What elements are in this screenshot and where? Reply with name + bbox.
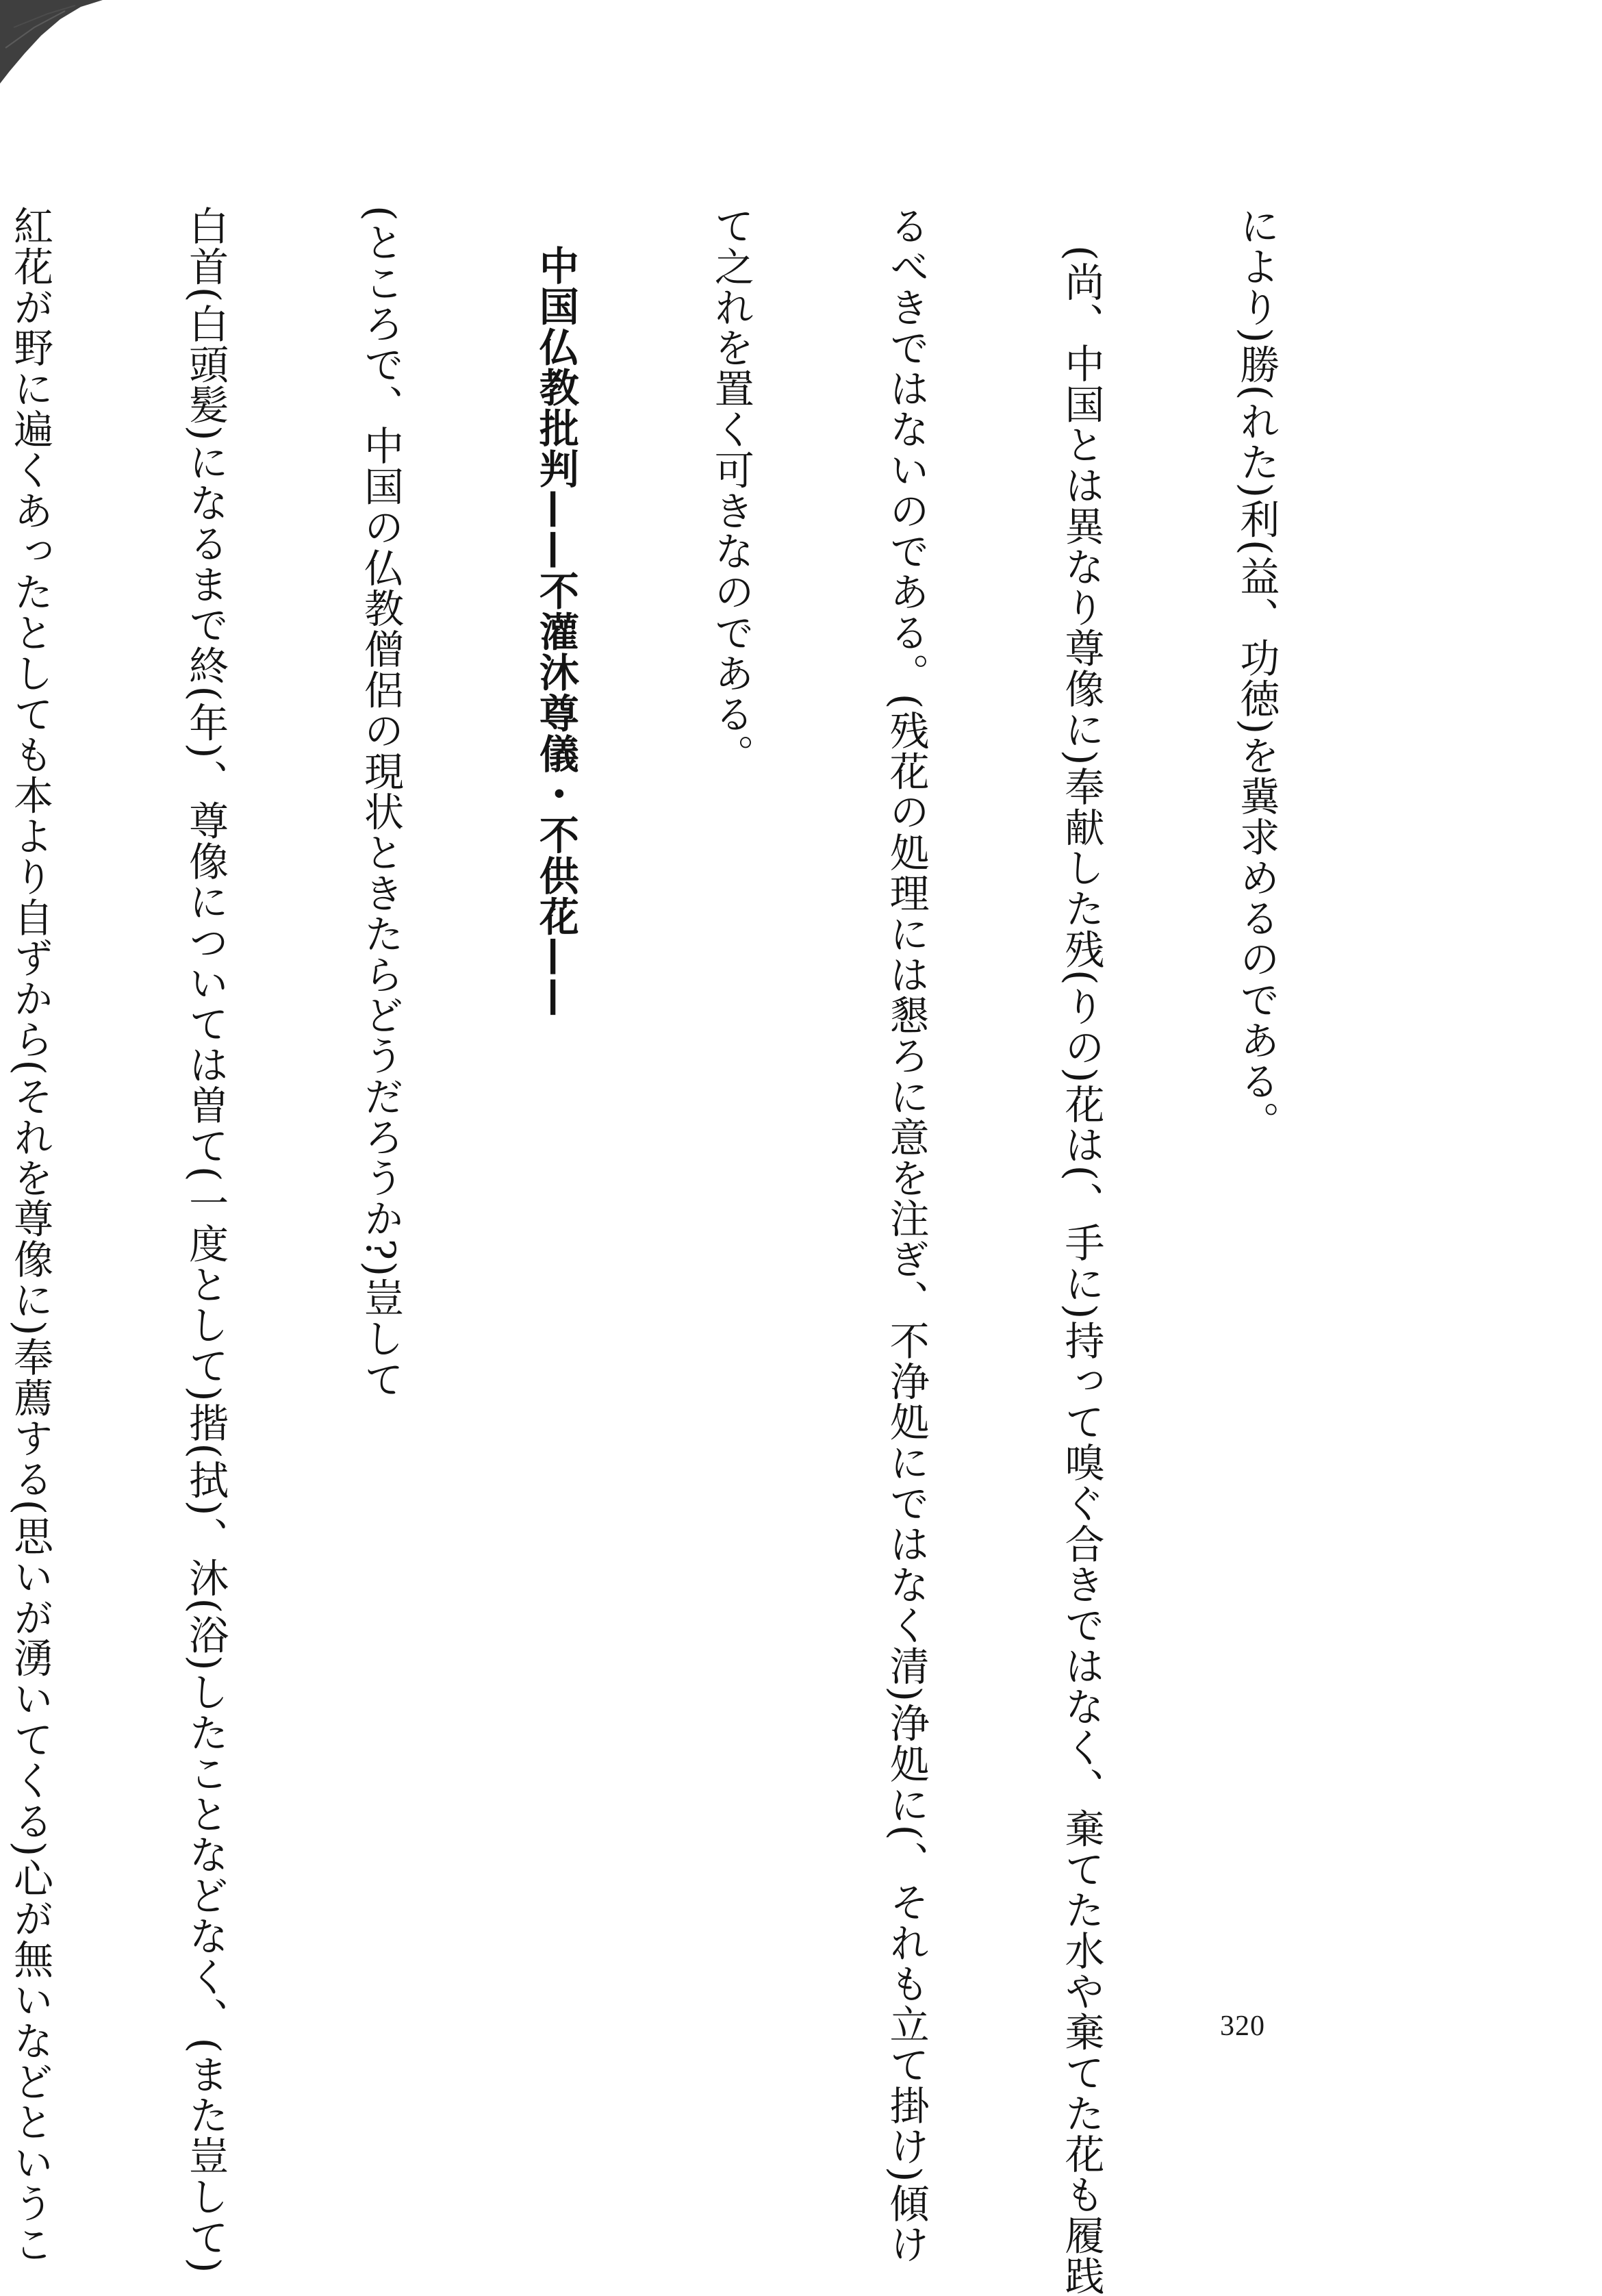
section-heading: 中国仏教批判——不灌沐尊儀・不供花—— bbox=[532, 245, 579, 1018]
text-line: 紅花が野に遍くあったとしても本より自ずから(それを尊像に)奉薦する(思いが湧いてくる)心が無いなどというこ bbox=[7, 205, 54, 2265]
text-line: (ところで、中国の仏教僧侶の現状ときたらどうだろうか?)豈して bbox=[357, 205, 404, 1400]
text-line: (尚、中国とは異なり尊像に)奉献した残(りの)花は(、手に)持って嗅ぐ合きではなく、棄てた水や棄てた花も履践 bbox=[1058, 245, 1105, 2296]
text-line: て之れを置く可きなのである。 bbox=[707, 205, 754, 775]
page-number: 320 bbox=[1220, 2010, 1265, 2042]
text-line: 白首(白頭髪)になるまで終(年)、尊像については曽て(一度として)揩(拭)、沐(浴)したことなどなく、(また豈して) bbox=[182, 205, 229, 2274]
text-line: るべきではないのである。(残花の処理には懇ろに意を注ぎ、不浄処にではなく清)浄処に(、それも立て掛け)傾け bbox=[882, 205, 930, 2265]
text-line: により)勝(れた)利(益、功徳)を冀求めるのである。 bbox=[1233, 205, 1280, 1142]
scan-edge-shadow bbox=[0, 0, 103, 89]
